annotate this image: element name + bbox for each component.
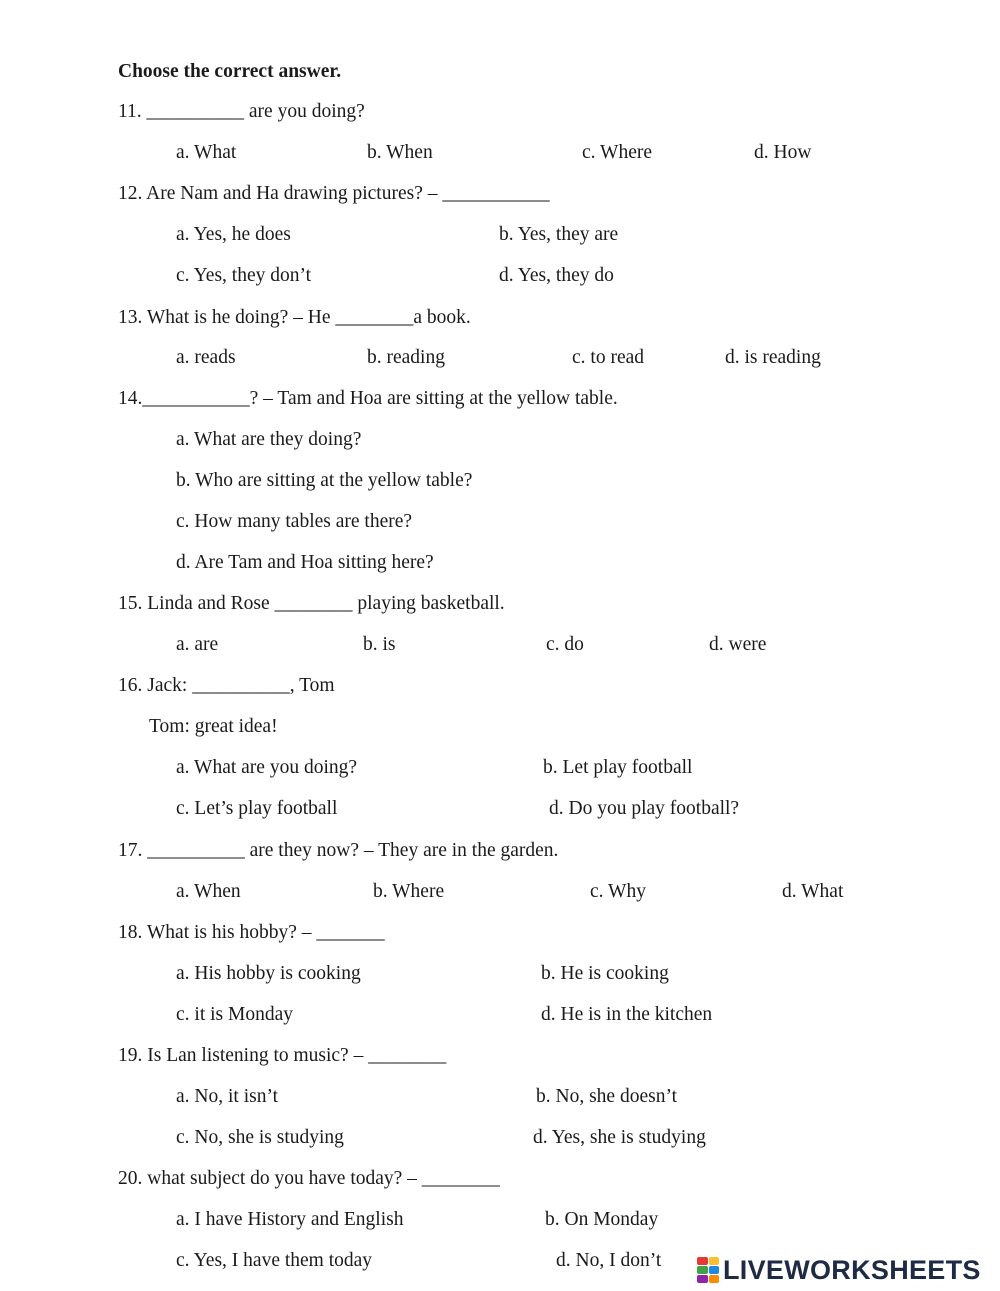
q17-option-b[interactable]: b. Where: [373, 881, 445, 902]
q18-option-b[interactable]: b. He is cooking: [541, 963, 669, 984]
question-15-stem: 15. Linda and Rose ________ playing basketball.: [118, 593, 505, 614]
logo-block: [697, 1257, 708, 1265]
q14-option-d[interactable]: d. Are Tam and Hoa sitting here?: [176, 552, 434, 573]
q18-option-d[interactable]: d. He is in the kitchen: [541, 1004, 713, 1025]
logo-block: [709, 1257, 720, 1265]
q15-option-d[interactable]: d. were: [709, 634, 767, 655]
q14-option-b[interactable]: b. Who are sitting at the yellow table?: [176, 470, 473, 491]
question-16-reply: Tom: great idea!: [149, 716, 278, 737]
q12-option-b[interactable]: b. Yes, they are: [499, 224, 619, 245]
instruction-heading: Choose the correct answer.: [118, 61, 342, 82]
q18-option-c[interactable]: c. it is Monday: [176, 1004, 293, 1025]
q15-option-c[interactable]: c. do: [546, 634, 584, 655]
question-17-stem: 17. __________ are they now? – They are in the garden.: [118, 840, 559, 861]
q17-option-d[interactable]: d. What: [782, 881, 844, 902]
question-18-stem: 18. What is his hobby? – _______: [118, 922, 385, 943]
q13-option-c[interactable]: c. to read: [572, 347, 645, 368]
question-11-stem: 11. __________ are you doing?: [118, 101, 365, 122]
q15-option-a[interactable]: a. are: [176, 634, 219, 655]
q11-option-b[interactable]: b. When: [367, 142, 433, 163]
question-13-stem: 13. What is he doing? – He ________a book.: [118, 307, 471, 328]
q12-option-d[interactable]: d. Yes, they do: [499, 265, 614, 286]
question-20-stem: 20. what subject do you have today? – ________: [118, 1168, 500, 1189]
q14-option-a[interactable]: a. What are they doing?: [176, 429, 362, 450]
q20-option-d[interactable]: d. No, I don’t: [556, 1250, 662, 1271]
q19-option-c[interactable]: c. No, she is studying: [176, 1127, 344, 1148]
liveworksheets-watermark: [697, 1254, 981, 1286]
q13-option-d[interactable]: d. is reading: [725, 347, 821, 368]
q12-option-a[interactable]: a. Yes, he does: [176, 224, 291, 245]
watermark-text: LIVEWORKSHEETS: [723, 1254, 981, 1285]
q18-option-a[interactable]: a. His hobby is cooking: [176, 963, 361, 984]
logo-block: [709, 1275, 720, 1283]
q16-option-c[interactable]: c. Let’s play football: [176, 798, 338, 819]
q11-option-a[interactable]: a. What: [176, 142, 237, 163]
q17-option-a[interactable]: a. When: [176, 881, 241, 902]
q19-option-b[interactable]: b. No, she doesn’t: [536, 1086, 678, 1107]
logo-block: [697, 1275, 708, 1283]
q11-option-d[interactable]: d. How: [754, 142, 812, 163]
q13-option-a[interactable]: a. reads: [176, 347, 236, 368]
question-12-stem: 12. Are Nam and Ha drawing pictures? – ___________: [118, 183, 550, 204]
q16-option-d[interactable]: d. Do you play football?: [549, 798, 740, 819]
liveworksheets-logo-icon: [697, 1257, 719, 1283]
q15-option-b[interactable]: b. is: [363, 634, 396, 655]
q19-option-d[interactable]: d. Yes, she is studying: [533, 1127, 706, 1148]
logo-block: [709, 1266, 720, 1274]
q11-option-c[interactable]: c. Where: [582, 142, 653, 163]
q14-option-c[interactable]: c. How many tables are there?: [176, 511, 413, 532]
q13-option-b[interactable]: b. reading: [367, 347, 445, 368]
q19-option-a[interactable]: a. No, it isn’t: [176, 1086, 279, 1107]
question-16-stem: 16. Jack: __________, Tom: [118, 675, 335, 696]
q20-option-a[interactable]: a. I have History and English: [176, 1209, 404, 1230]
question-14-stem: 14.___________? – Tam and Hoa are sitting at the yellow table.: [118, 388, 618, 409]
q16-option-a[interactable]: a. What are you doing?: [176, 757, 358, 778]
q20-option-c[interactable]: c. Yes, I have them today: [176, 1250, 373, 1271]
logo-block: [697, 1266, 708, 1274]
q17-option-c[interactable]: c. Why: [590, 881, 646, 902]
q12-option-c[interactable]: c. Yes, they don’t: [176, 265, 312, 286]
q16-option-b[interactable]: b. Let play football: [543, 757, 693, 778]
q20-option-b[interactable]: b. On Monday: [545, 1209, 659, 1230]
question-19-stem: 19. Is Lan listening to music? – ________: [118, 1045, 447, 1066]
